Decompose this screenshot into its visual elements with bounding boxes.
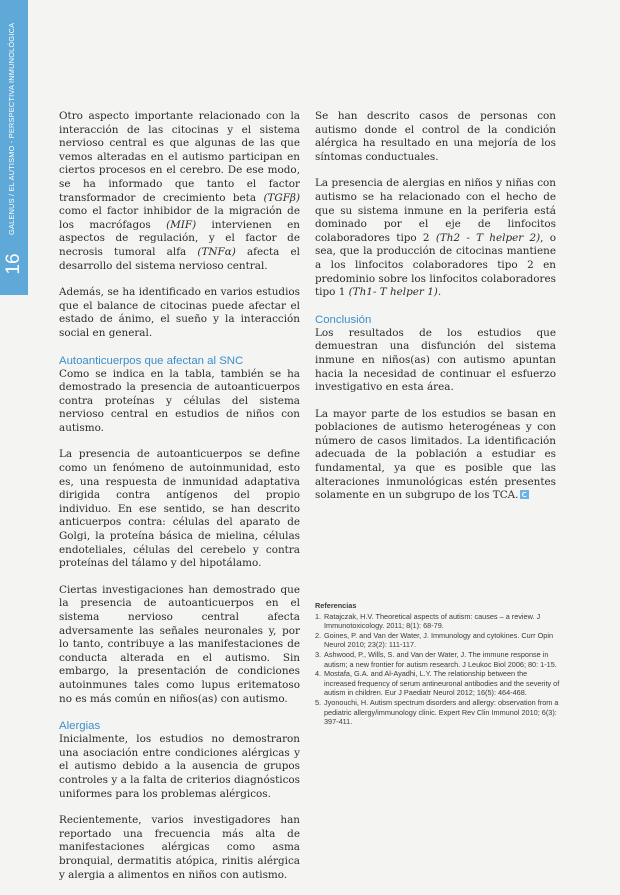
reference-item: 2. Goines, P. and Van der Water, J. Immunology and cytokines. Curr Opin Neurol 2010; 23(2): 111-117.: [315, 630, 554, 650]
running-head: GALENUS / EL AUTISMO - PERSPECTIVA INMUNOLÓGICA: [7, 22, 16, 235]
references-list: [315, 612, 560, 727]
section-heading-alergias: Alergias: [59, 720, 101, 733]
reference-item: 4. Mostafa, G.A. and Al-Ayadhi, L.Y. The relationship between the increased frequency of serum antineuronal antibodies and the severity of autism in children. Eur J Paediatr Neurol 2012; 16(5): 464-468.: [315, 669, 560, 698]
paragraph: Además, se ha identificado en varios estudios que el balance de citocinas puede afectar el estado de ánimo, el sueño y la interacción social en general.: [59, 286, 300, 339]
paragraph: Se han descrito casos de personas con autismo donde el control de la condición alérgica ha resultado en una mejoría de los síntomas conductuales.: [315, 110, 556, 163]
paragraph: La mayor parte de los estudios se basan en poblaciones de autismo heterogéneas y con número de casos limitados. La identificación adecuada de la población a estudiar es fundamental, ya que es posible que las alteraciones inmunológicas estén presentes solamente en un subgrupo de los TCA.: [315, 407, 556, 502]
galenus-end-mark-icon: [520, 490, 529, 499]
paragraph: Inicialmente, los estudios no demostraron una asociación entre condiciones alérgicas y el autismo debido a la ausencia de grupos controles y a la falta de criterios diagnósticos uniformes para los problemas alérgicos.: [59, 733, 300, 800]
paragraph: La presencia de alergias en niños y niñas con autismo se ha relacionado con el hecho de que su sistema inmune en la periferia está dominado por el eje de linfocitos colaboradores tipo 2 (Th2 - T helper 2), o sea, que la producción de citocinas mantiene a los linfocitos colaboradores tipo 2 en predominio sobre los linfocitos colaboradores tipo 1 (Th1- T helper 1).: [315, 177, 556, 299]
paragraph: Otro aspecto importante relacionado con la interacción de las citocinas y el sistema nervioso central es que algunas de las que vemos alteradas en el autismo participan en ciertos procesos en el cerebro. De ese modo, se ha informado que tanto el factor transformador de crecimiento beta (TGFβ) como el factor inhibidor de la migración de los macrófagos (MIF) intervienen en aspectos de regulación, y el factor de necrosis tumoral alfa (TNFα) afecta el desarrollo del sistema nervioso central.: [59, 110, 300, 272]
section-heading-autoanticuerpos: Autoanticuerpos que afectan al SNC: [59, 354, 244, 367]
paragraph: Ciertas investigaciones han demostrado que la presencia de autoanticuerpos en el sistema nervioso central afecta adversamente las señales neuronales y, por lo tanto, contribuye a las manifestaciones de conducta alterada en el autismo. Sin embargo, la presentación de condiciones autoinmunes tales como lupus eritematoso no es más común en niños(as) con autismo.: [59, 583, 300, 705]
reference-item: 5. Jyonouchi, H. Autism spectrum disorders and allergy: observation from a pediatric allergy/immunology clinic. Expert Rev Clin Immunol 2010; 6(3): 397-411.: [315, 697, 559, 727]
paragraph: Como se indica en la tabla, también se ha demostrado la presencia de autoanticuerpos contra proteínas y células del sistema nervioso central en estudios de niños con autismo.: [59, 367, 300, 434]
reference-item: 1. Ratajczak, H.V. Theoretical aspects of autism: causes – a review. J Immunotoxicology. 2011; 8(1): 68-79.: [315, 611, 541, 631]
references-title: Referencias: [315, 601, 357, 610]
page-number: 16: [3, 253, 24, 275]
section-heading-conclusion: Conclusión: [315, 313, 372, 326]
paragraph: Los resultados de los estudios que demuestran una disfunción del sistema inmune en niños(as) con autismo apuntan hacia la necesidad de continuar el esfuerzo investigativo en esta área.: [315, 326, 556, 394]
left-column: [59, 110, 300, 895]
right-column: [315, 110, 556, 516]
paragraph: Recientemente, varios investigadores han reportado una frecuencia más alta de manifestaciones alérgicas como asma bronquial, dermatitis atópica, rinitis alérgica y alergia a alimentos en niños con autismo.: [59, 814, 300, 881]
reference-item: 3. Ashwood, P., Wills, S. and Van der Water, J. The immune response in autism; a new frontier for autism research. J Leukoc Biol 2006; 80: 1-15.: [315, 649, 557, 669]
references: [315, 601, 560, 727]
paragraph: La presencia de autoanticuerpos se define como un fenómeno de autoinmunidad, esto es, una respuesta de inmunidad adaptativa dirigida contra antígenos del propio individuo. En ese sentido, se han descrito anticuerpos contra: células del aparato de Golgi, la proteína básica de mielina, células endoteliales, células del cerebelo y contra proteínas del tálamo y del hipotálamo.: [59, 448, 300, 570]
sidebar-band: [0, 0, 28, 295]
